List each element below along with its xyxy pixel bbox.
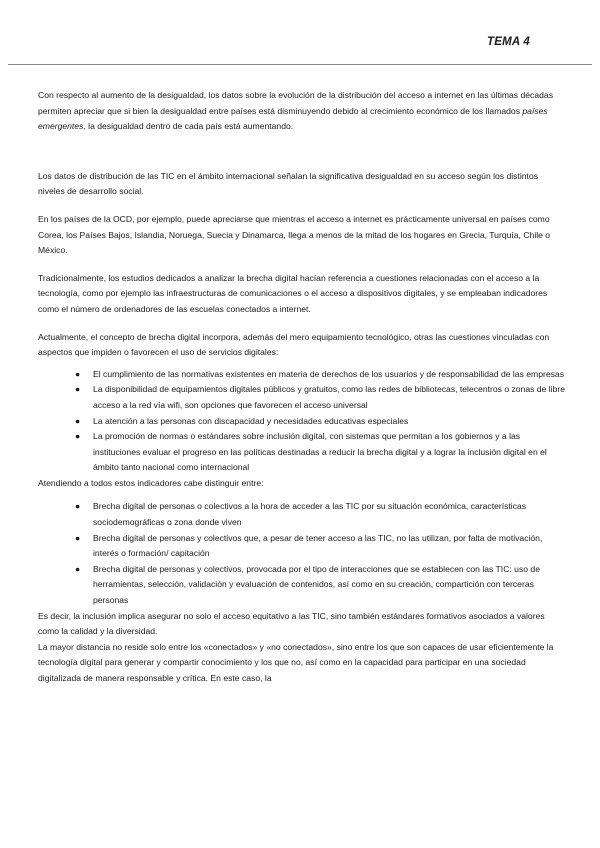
list-item	[38, 367, 566, 383]
bullet-icon: ●	[75, 532, 81, 543]
list-item	[38, 414, 566, 430]
list-item-text: La disponibilidad de equipamientos digitales públicos y gratuitos, como las redes de bibliotecas, telecentros o zonas de libre acceso a la red vía wifi, son opciones que favorecen el acceso universal	[93, 384, 565, 410]
paragraph-distribution: Los datos de distribución de las TIC en el ámbito internacional señalan la significativa desigualdad en su acceso según los distintos niveles de desarrollo social.	[38, 170, 539, 197]
paragraph-inequality	[38, 88, 566, 135]
bullet-icon: ●	[75, 563, 81, 574]
header-divider	[8, 64, 592, 65]
list-item-text: Brecha digital de personas y colectivos, provocada por el tipo de interacciones que se establecen con las TIC: uso de herramientas, selección, validación y evaluación de contenidos, así como en su creación, compartición con terceras personas	[93, 563, 540, 606]
document-body	[38, 88, 566, 687]
paragraph-distinguish: Atendiendo a todos estos indicadores cabe distinguir entre:	[38, 477, 264, 488]
list-item	[38, 429, 566, 476]
paragraph-currently: Actualmente, el concepto de brecha digital incorpora, además del mero equipamiento tecnológico, otras las cuestiones vinculadas con aspectos que impiden o favorecen el uso de servicios digitales:	[38, 331, 550, 358]
paragraph-distance: La mayor distancia no reside solo entre los «conectados» y «no conectados», sino entre los que son capaces de usar eficientemente la tecnología digital para generar y compartir conocimiento y los que no, así como en la capacidad para participar en una sociedad digitalizada de manera responsable y crítica. En este caso, la	[38, 641, 554, 683]
list-item-text: Brecha digital de personas y colectivos que, a pesar de tener acceso a las TIC, no las utilizan, por falta de motivación, interés o formación/ capitación	[93, 532, 543, 559]
gap-types-list	[38, 499, 566, 608]
list-item	[38, 382, 566, 413]
bullet-icon: ●	[75, 431, 81, 442]
paragraph-traditional: Tradicionalmente, los estudios dedicados a analizar la brecha digital hacían referencia a cuestiones relacionadas con el acceso a la tecnología, como por ejemplo las infraestructuras de comunicaciones o el acceso a dispositivos digitales, y se empleaban indicadores como el número de ordenadores de las escuelas conectados a internet.	[38, 272, 548, 314]
list-item	[38, 531, 566, 562]
bullet-icon: ●	[75, 415, 81, 426]
list-item	[38, 562, 566, 609]
page-title: TEMA 4	[487, 36, 530, 48]
bullet-icon: ●	[75, 384, 81, 395]
list-item	[38, 499, 566, 530]
paragraph-inclusion: Es decir, la inclusión implica asegurar no solo el acceso equitativo a las TIC, sino también estándares formativos asociados a valores como la calidad y la diversidad.	[38, 610, 545, 637]
paragraph-text: , la desigualdad dentro de cada país está aumentando.	[83, 121, 294, 132]
list-item-text: Brecha digital de personas o colectivos a la hora de acceder a las TIC por su situación económica, características sociodemográficas o zona donde viven	[93, 501, 527, 528]
bullet-icon: ●	[75, 501, 81, 512]
paragraph-ocd: En los países de la OCD, por ejemplo, puede apreciarse que mientras el acceso a internet es prácticamente universal en países como Corea, los Países Bajos, Islandia, Noruega, Suecia y Dinamarca, llega a menos de la mitad de los hogares en Grecia, Turquía, Chile o México.	[38, 213, 551, 256]
list-item-text: La atención a las personas con discapacidad y necesidades educativas especiales	[93, 415, 409, 426]
list-item-text: La promoción de normas o estándares sobre inclusión digital, con sistemas que permitan a los gobiernos y a las instituciones evaluar el progreso en las políticas destinadas a reducir la brecha digital y a lograr la inclusión digital en el ámbito tanto nacional como internacional	[93, 431, 547, 473]
emphasis-text: países emergentes	[38, 105, 548, 132]
page-header	[0, 0, 600, 66]
bullet-icon: ●	[75, 368, 81, 379]
paragraph-text: Con respecto al aumento de la desigualdad, los datos sobre la evolución de la distribución del acceso a internet en las últimas décadas permiten apreciar que si bien la desigualdad entre países está disminuyendo debido al crecimiento económico de los llamados	[38, 90, 553, 116]
indicators-list	[38, 367, 566, 476]
list-item-text: El cumplimiento de las normativas existentes en materia de derechos de los usuarios y de responsabilidad de las empresas	[93, 368, 564, 379]
